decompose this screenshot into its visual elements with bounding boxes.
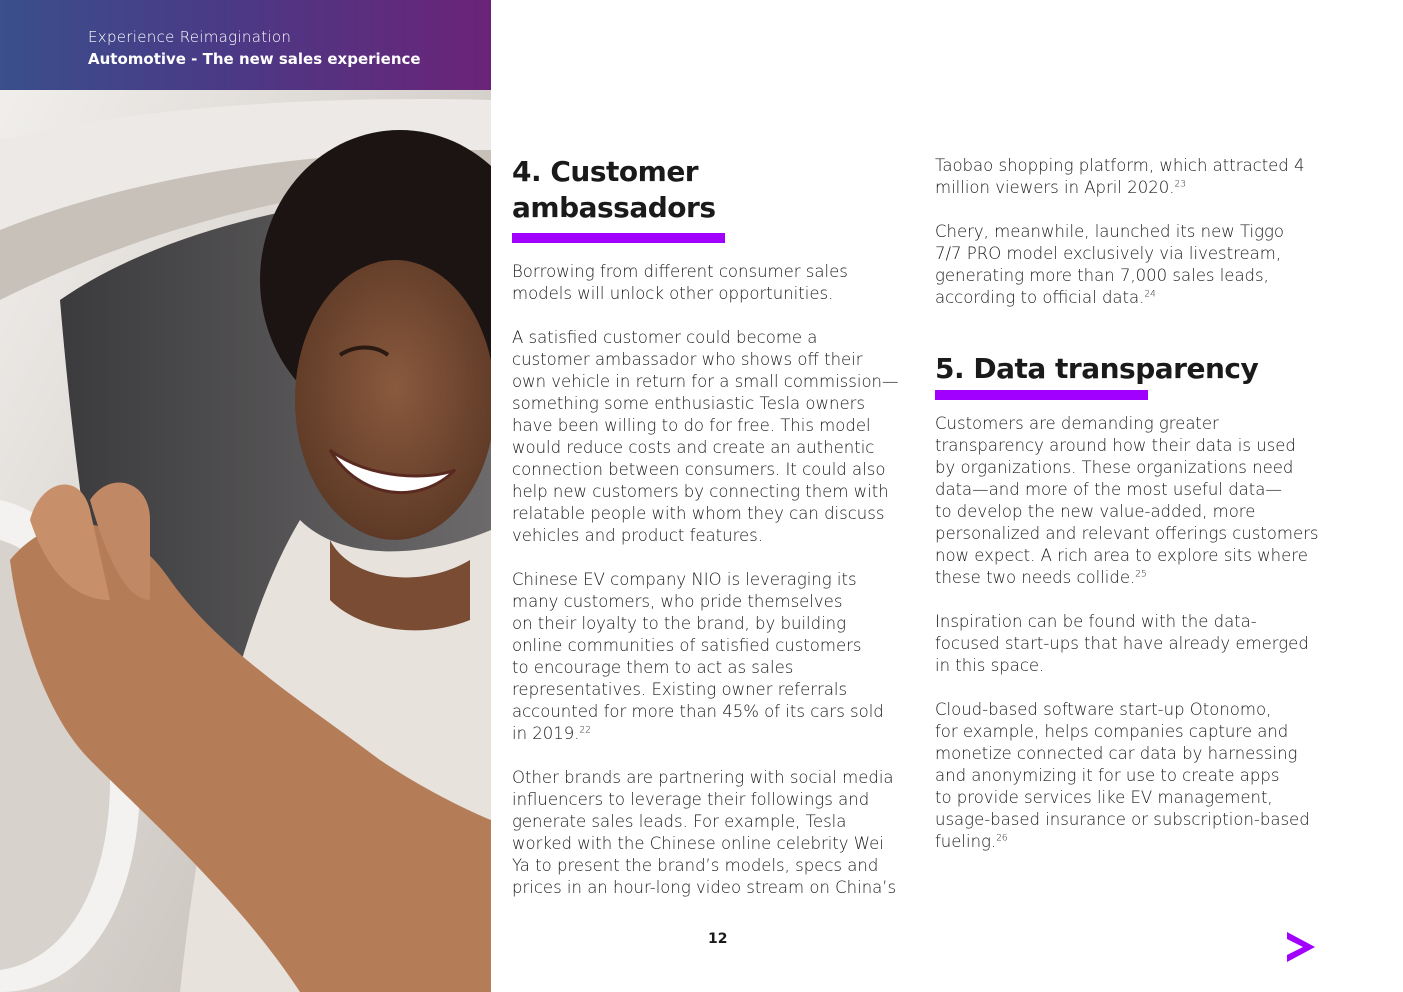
- right-paragraph-1: [935, 155, 1305, 199]
- header-title: Automotive - The new sales experience: [88, 50, 421, 68]
- footnote-ref-24: 24: [1144, 289, 1156, 300]
- right-paragraph-2-text: Chery, meanwhile, launched its new Tiggo 7/7 PRO model exclusively via livestream, generating more than 7,000 sales leads, according to official data.: [935, 222, 1285, 307]
- section5-heading: 5. Data transparency: [935, 352, 1259, 385]
- header-kicker: Experience Reimagination: [88, 28, 292, 46]
- accenture-chevron-icon: [1285, 930, 1317, 964]
- section4-paragraph-4: Other brands are partnering with social media influencers to leverage their followings and generate sales leads. For example, Tesla worked with the Chinese online celebrity Wei Ya to present the brand’s models, specs and prices in an hour-long video stream on China’s: [512, 768, 897, 897]
- page-number: 12: [708, 931, 728, 947]
- section4-heading-line2: ambassadors: [512, 191, 716, 224]
- section5-paragraph-1-text: Customers are demanding greater transparency around how their data is used by organizations. These organizations need data—and more of the most useful data— to develop the new value-added, more personalized and relevant offerings customers now expect. A rich area to explore sits where these two needs collide.: [935, 414, 1319, 587]
- section4-heading-line1: 4. Customer: [512, 155, 699, 188]
- section4-accent-bar: [512, 233, 725, 243]
- footnote-ref-22: 22: [579, 725, 591, 736]
- photo-smiling-woman-in-car: [0, 0, 491, 992]
- section4-paragraph-2: A satisfied customer could become a customer ambassador who shows off their own vehicle in return for a small commission— something some enthusiastic Tesla owners have been willing to do for free. This model would reduce costs and create an authentic connection between consumers. It could also help new customers by connecting them with relatable people with whom they can discuss vehicles and product features.: [512, 328, 899, 545]
- section5-paragraph-3: [935, 699, 1310, 853]
- footnote-ref-23: 23: [1174, 179, 1186, 190]
- footnote-ref-25: 25: [1135, 569, 1147, 580]
- section4-paragraph-1: Borrowing from different consumer sales models will unlock other opportunities.: [512, 262, 848, 303]
- section4-paragraph-3-text: Chinese EV company NIO is leveraging its many customers, who pride themselves on their loyalty to the brand, by building online communities of satisfied customers to encourage them to act as sales representatives. Existing owner referrals accounted for more than 45% of its cars sold in 2019.: [512, 570, 884, 743]
- footnote-ref-26: 26: [996, 833, 1008, 844]
- section4-heading: [512, 154, 716, 226]
- section4-paragraph-3: [512, 569, 884, 745]
- hero-photo: [0, 0, 491, 992]
- section5-paragraph-1: [935, 413, 1319, 589]
- header-band: [0, 0, 491, 90]
- section5-accent-bar: [935, 390, 1148, 400]
- section5-paragraph-3-text: Cloud-based software start-up Otonomo, for example, helps companies capture and monetize connected car data by harnessing and anonymizing it for use to create apps to provide services like EV management, usage-based insurance or subscription-based fueling.: [935, 700, 1310, 851]
- right-paragraph-2: [935, 221, 1284, 309]
- section5-paragraph-2: Inspiration can be found with the data- focused start-ups that have already emerged in this space.: [935, 612, 1309, 675]
- right-paragraph-1-text: Taobao shopping platform, which attracted 4 million viewers in April 2020.: [935, 156, 1305, 197]
